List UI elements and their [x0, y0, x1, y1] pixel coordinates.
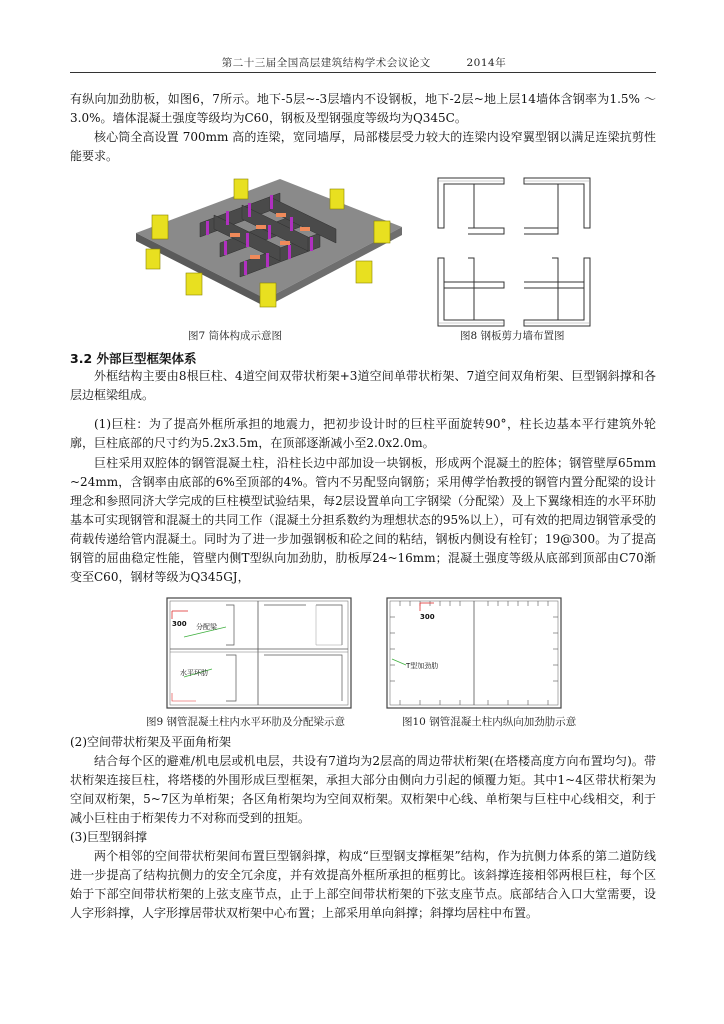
paragraph-cfst-columns: 巨柱采用双腔体的钢管混凝土柱，沿柱长边中部加设一块钢板，形成两个混凝土的腔体；钢管壁厚65mm~24mm，含钢率由底部的6%至顶部的4%。管内不另配竖向钢筋；采用傅学怡教授的钢管内置分配梁的设计理念和参照同济大学完成的巨柱模型试验结果，每2层设置单向工字钢梁（分配梁）及上下翼缘相连的水平环肋基本可实现钢管和混凝土的共同工作（混凝土分担系数约为理想状态的95%以上），可有效的把周边钢管承受的荷载传递给管内混凝土。同时为了进一步加强钢板和砼之间的粘结，钢板内侧设有栓钉；19@300。为了提高钢管的屈曲稳定性能，管壁内侧T型纵向加劲肋，肋板厚24~16mm；混凝土强度等级从底部到顶部由C70渐变至C60，钢材等级为Q345GJ，	[70, 456, 656, 584]
conference-title: 第二十三届全国高层建筑结构学术会议论文	[221, 57, 431, 69]
paragraph-steel-ratio: 有纵向加劲肋板，如图6，7所示。地下-5层~-3层墙内不设钢板，地下-2层~地上层14墙体含钢率为1.5% ～3.0%。墙体混凝土强度等级均为C60，钢板及型钢强度等级均为Q345C。	[70, 92, 656, 125]
subheading-mega-brace: (3)巨型钢斜撑	[70, 830, 147, 844]
paragraph-mega-brace: 两个相邻的空间带状桁架间布置巨型钢斜撑，构成“巨型钢支撑框架”结构，作为抗侧力体系的第二道防线进一步提高了结构抗侧力的安全冗余度，并有效提高外框所承担的框剪比。该斜撑连接相邻两根巨柱，每个区始于下部空间带状桁架的上弦支座节点，止于上部空间带状桁架的下弦支座节点。底部结合入口大堂需要，设人字形斜撑，人字形撑居带状双桁架中心布置；上部采用单向斜撑；斜撑均居柱中布置。	[70, 849, 656, 920]
figure-7-caption: 图7 筒体构成示意图	[188, 330, 283, 342]
figure-10-caption: 图10 钢管混凝土柱内纵向加劲肋示意	[402, 716, 577, 728]
figure-7-core-tube-3d	[130, 175, 410, 317]
running-header	[72, 55, 656, 70]
header-rule	[70, 72, 656, 73]
hatch-lines	[438, 181, 590, 323]
wall-outlines	[438, 178, 590, 326]
figure-10-longitudinal-ribs	[386, 597, 562, 709]
fig9-beam-label: 分配梁	[196, 623, 217, 631]
paragraph-belt-truss: 结合每个区的避难/机电层或机电层，共设有7道均为2层高的周边带状桁架(在塔楼高度方向布置均匀)。带状桁架连接巨柱，将塔楼的外围形成巨型框架，承担大部分由侧向力引起的倾覆力矩。其中1~4区带状桁架为空间双桁架，5~7区为单桁架；各区角桁架均为空间双桁架。双桁架中心线、单桁架与巨柱中心线相交，利于减小巨柱由于桁架传力不对称而受到的扭矩。	[70, 754, 656, 825]
subheading-belt-truss: (2)空间带状桁架及平面角桁架	[70, 735, 231, 749]
fig9-dim-label: 300	[172, 620, 187, 628]
paragraph-coupling-beams: 核心筒全高设置 700mm 高的连梁，宽同墙厚，局部楼层受力较大的连梁内设窄翼型钢以满足连梁抗剪性能要求。	[70, 130, 656, 163]
conference-year: 2014年	[466, 57, 507, 69]
figure-8-caption: 图8 钢板剪力墙布置图	[460, 330, 565, 342]
figure-9-ring-ribs	[166, 597, 352, 709]
fig9-ring-label: 水平环肋	[180, 669, 208, 677]
figure-9-caption: 图9 钢管混凝土柱内水平环肋及分配梁示意	[146, 716, 346, 728]
fig10-rib-label: T型加劲肋	[406, 662, 439, 670]
section-heading: 3.2 外部巨型框架体系	[70, 351, 197, 366]
figure-8-shear-wall-layout	[428, 172, 598, 332]
paragraph-outer-frame: 外框结构主要由8根巨柱、4道空间双带状桁架+3道空间单带状桁架、7道空间双角桁架、巨型钢斜撑和各层边框梁组成。	[70, 369, 656, 402]
fig10-dim-label: 300	[420, 613, 435, 621]
paragraph-mega-columns: (1)巨柱：为了提高外框所承担的地震力，把初步设计时的巨柱平面旋转90°，柱长边基本平行建筑外轮廓，巨柱底部的尺寸约为5.2x3.5m，在顶部逐渐减小至2.0x2.0m。	[70, 417, 656, 450]
